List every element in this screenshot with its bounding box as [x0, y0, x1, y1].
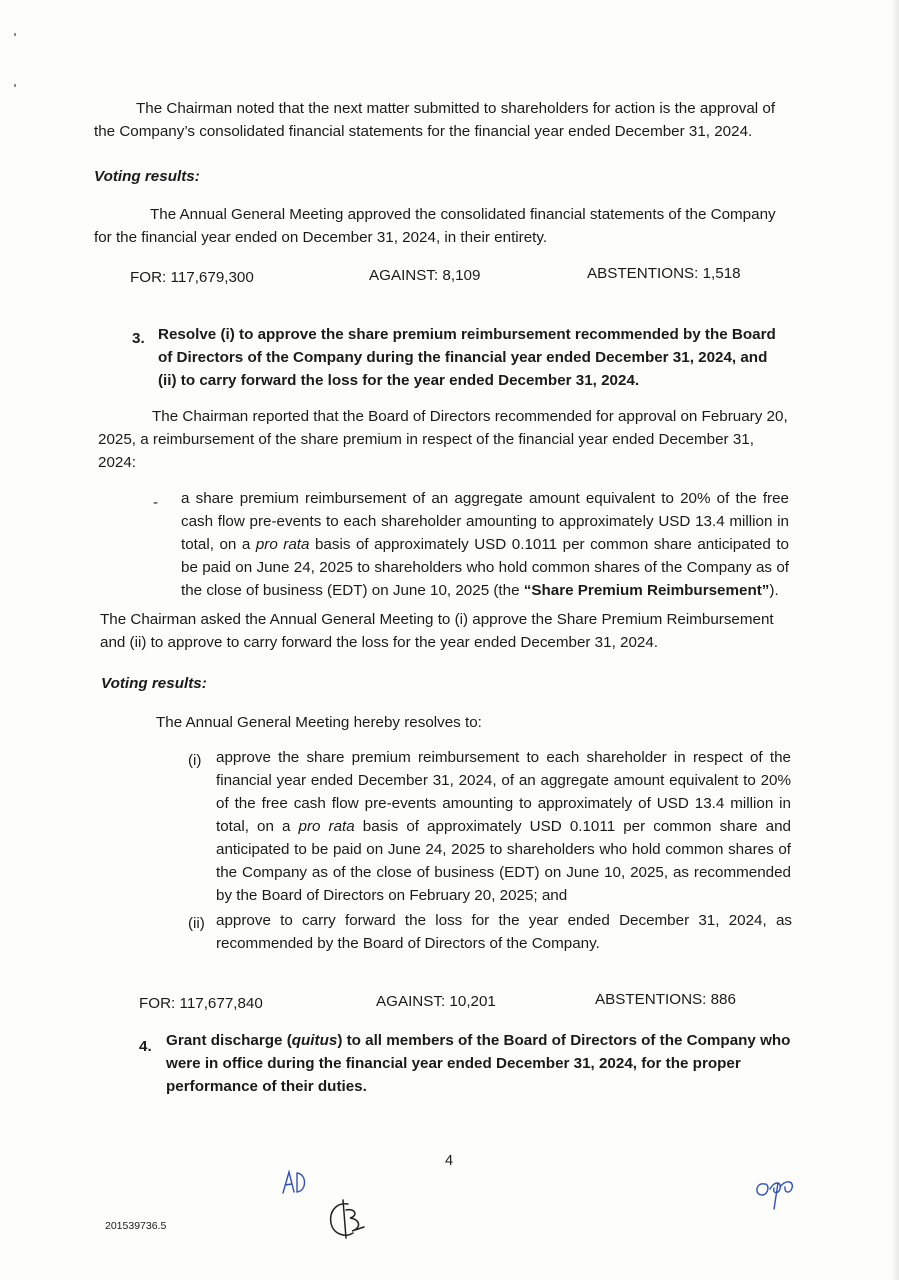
scan-speck [14, 33, 16, 36]
res-i-text [216, 746, 791, 907]
item4-quitus: quitus [291, 1032, 338, 1049]
voting-results-label-2: Voting results: [101, 675, 207, 692]
item4-text-b: ) to all members of the Board of Directors of the Company who were in office during the financial year ended December 31, 2024, for the proper performance of their duties. [166, 1032, 791, 1095]
initials-ad-signature [280, 1168, 310, 1198]
bullet-text-b: basis of approximately USD 0.1011 per common share anticipated to be paid on June 24, 2025 to shareholders who hold common shares of the Company as of the close of business (EDT) on June 10, 2025 (the [181, 536, 789, 599]
res-i-pro-rata: pro rata [298, 818, 355, 835]
initials-op-signature [752, 1175, 798, 1213]
document-id: 201539736.5 [105, 1220, 167, 1232]
paragraph-approval-statements: The Chairman noted that the next matter submitted to shareholders for action is the approval of the Company’s consolidated financial statements for the financial year ended December 31, 2024. [94, 100, 776, 140]
chairman-reported: The Chairman reported that the Board of Directors recommended for approval on February 20, 2025, a reimbursement of the share premium in respect of the financial year ended December 31, 2024: [98, 408, 788, 471]
vote2-abstentions: ABSTENTIONS: 886 [595, 991, 736, 1008]
bullet-defined-term: “Share Premium Reimbursement” [523, 582, 770, 599]
chairman-asked: The Chairman asked the Annual General Meeting to (i) approve the Share Premium Reimbursement and (ii) to approve to carry forward the loss for the year ended December 31, 2024. [100, 611, 774, 651]
item3-number: 3. [132, 330, 145, 347]
vote1-for: FOR: 117,679,300 [130, 269, 254, 286]
hereby-resolves: The Annual General Meeting hereby resolves to: [156, 714, 482, 731]
item4-heading [166, 1029, 796, 1098]
vote2-for: FOR: 117,677,840 [139, 995, 263, 1012]
item4-number: 4. [139, 1038, 152, 1055]
res-i-text-b: basis of approximately USD 0.1011 per common share and anticipated to be paid on June 24, 2025 to shareholders who hold common shares of the Company as of the close of business (EDT) on June 10, 2025, as recommended by the Board of Directors on February 20, 2025; and [216, 818, 791, 904]
voting-results-label: Voting results: [94, 168, 200, 185]
bullet-pro-rata: pro rata [255, 536, 310, 553]
res-i-text-a: approve the share premium reimbursement to each shareholder in respect of the financial year ended December 31, 2024, of an aggregate amount equivalent to 20% of the free cash flow pre-events amounting to approximately of USD 13.4 million in total, on a [216, 749, 791, 835]
page-edge-shadow [891, 0, 899, 1280]
res-ii-text: approve to carry forward the loss for the year ended December 31, 2024, as recommended by the Board of Directors of the Company. [216, 912, 792, 952]
bullet-dash: - [153, 494, 159, 511]
res-ii-marker: (ii) [188, 915, 205, 932]
page-number: 4 [445, 1153, 454, 1169]
item3-heading: Resolve (i) to approve the share premium reimbursement recommended by the Board of Directors of the Company during the financial year ended December 31, 2024, and (ii) to carry forward the loss for the year ended December 31, 2024. [158, 326, 776, 389]
resolution-statements: The Annual General Meeting approved the consolidated financial statements of the Company for the financial year ended on December 31, 2024, in their entirety. [94, 206, 776, 246]
scan-speck [14, 84, 16, 87]
bullet-share-premium [181, 487, 789, 602]
vote1-abstentions: ABSTENTIONS: 1,518 [587, 265, 741, 282]
item4-text-a: Grant discharge ( [166, 1032, 292, 1049]
signature-mark [326, 1198, 368, 1242]
bullet-text-a: a share premium reimbursement of an aggregate amount equivalent to 20% of the free cash flow pre-events to each shareholder amounting to approximately USD 13.4 million in total, on a [181, 490, 789, 553]
res-i-marker: (i) [188, 752, 202, 769]
vote1-against: AGAINST: 8,109 [369, 267, 481, 284]
bullet-text-c: ). [769, 582, 779, 599]
vote2-against: AGAINST: 10,201 [376, 993, 496, 1010]
